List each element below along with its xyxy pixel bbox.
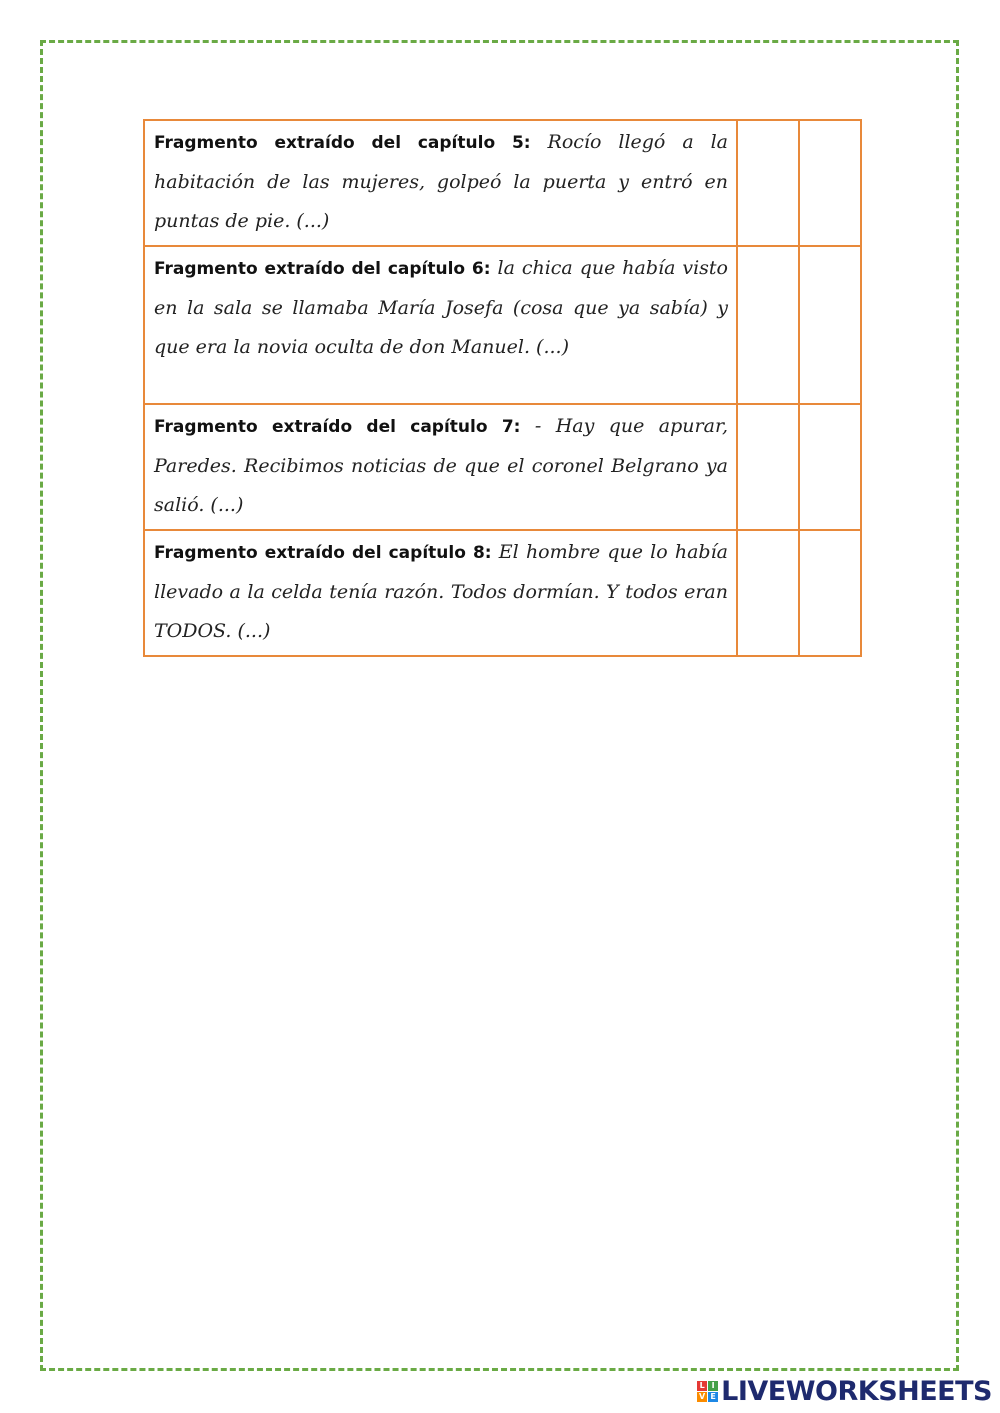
answer-box-2[interactable] [799, 246, 861, 404]
liveworksheets-logo [697, 1376, 992, 1407]
logo-badge-letter: E [708, 1392, 718, 1402]
fragment-cell-7 [144, 404, 737, 530]
logo-badge-letter: L [697, 1381, 707, 1391]
fragment-quote: El hombre que lo había llevado a la celda tenía razón. Todos dormían. Y todos eran TODOS. (...) [154, 541, 728, 642]
table-row [144, 530, 861, 656]
answer-box-1[interactable] [737, 246, 799, 404]
answer-box-1[interactable] [737, 404, 799, 530]
table-row [144, 404, 861, 530]
fragment-quote: la chica que había visto en la sala se llamaba María Josefa (cosa que ya sabía) y que era la novia oculta de don Manuel. (...) [154, 257, 728, 358]
fragment-quote: Rocío llegó a la habitación de las mujeres, golpeó la puerta y entró en puntas de pie. (...) [154, 131, 728, 232]
fragment-text [154, 407, 728, 525]
logo-badge-letter: I [708, 1381, 718, 1391]
answer-box-1[interactable] [737, 120, 799, 246]
fragment-cell-5 [144, 120, 737, 246]
table-row [144, 246, 861, 404]
logo-text: LIVEWORKSHEETS [721, 1376, 992, 1407]
answer-box-2[interactable] [799, 530, 861, 656]
logo-badge-letter: V [699, 1392, 706, 1401]
fragment-label: Fragmento extraído del capítulo 5: [154, 133, 531, 153]
fragment-text [154, 533, 728, 651]
fragment-text [154, 249, 728, 367]
fragments-table [143, 119, 862, 657]
fragment-text [154, 123, 728, 241]
answer-box-2[interactable] [799, 120, 861, 246]
answer-box-2[interactable] [799, 404, 861, 530]
table-row [144, 120, 861, 246]
answer-box-1[interactable] [737, 530, 799, 656]
fragment-cell-8 [144, 530, 737, 656]
fragment-label: Fragmento extraído del capítulo 7: [154, 417, 521, 437]
logo-badge-icon [697, 1381, 718, 1402]
fragment-cell-6 [144, 246, 737, 404]
fragment-quote: - Hay que apurar, Paredes. Recibimos noticias de que el coronel Belgrano ya salió. (...) [154, 415, 728, 516]
fragment-label: Fragmento extraído del capítulo 6: [154, 259, 491, 279]
fragment-label: Fragmento extraído del capítulo 8: [154, 543, 492, 563]
